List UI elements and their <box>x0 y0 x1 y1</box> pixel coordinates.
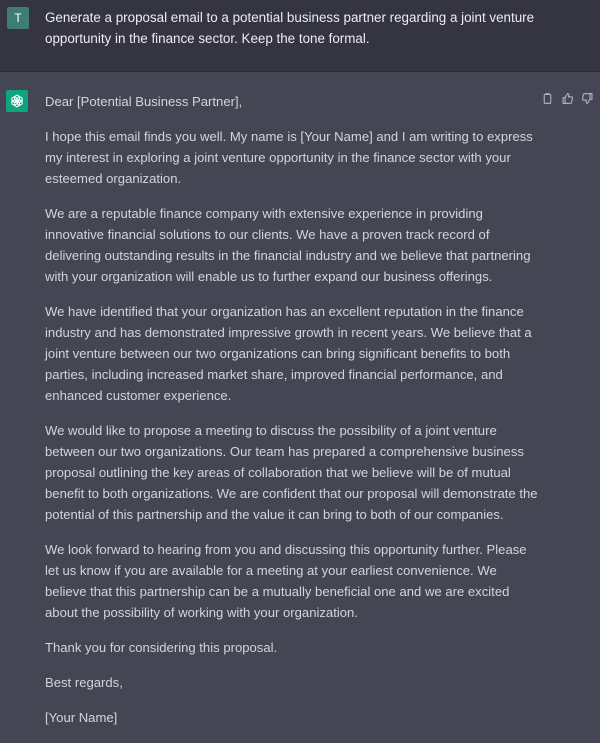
reply-paragraph: We look forward to hearing from you and discussing this opportunity further. Please let us know if you are available for a meeting at your earliest convenience. We believe that this partnership can be a mutually beneficial one and we are excited about the possibility of working with your organization. <box>45 542 527 620</box>
user-avatar: T <box>7 7 29 29</box>
reply-greeting: Dear [Potential Business Partner], <box>45 94 243 109</box>
reply-paragraph: I hope this email finds you well. My name is [Your Name] and I am writing to express my interest in exploring a joint venture opportunity in the finance sector with your esteemed organization. <box>45 129 533 186</box>
thumbs-up-icon[interactable] <box>561 92 574 105</box>
reply-paragraph: Thank you for considering this proposal. <box>45 640 278 655</box>
assistant-reply <box>45 91 540 742</box>
message-actions <box>541 92 594 105</box>
chatgpt-logo-icon <box>6 90 28 112</box>
reply-paragraph: We have identified that your organization has an excellent reputation in the finance industry and has demonstrated impressive growth in recent years. We believe that a joint venture between our two organizations can bring significant benefits to both parties, including increased market share, improved financial performance, and enhanced customer experience. <box>45 304 532 403</box>
assistant-message-turn <box>0 72 600 743</box>
reply-signature: [Your Name] <box>45 710 118 725</box>
reply-signoff: Best regards, <box>45 675 123 690</box>
copy-icon[interactable] <box>541 92 554 105</box>
reply-paragraph: We are a reputable finance company with extensive experience in providing innovative financial solutions to our clients. We have a proven track record of delivering outstanding results in the financial industry and we believe that partnering with your organization will enable us to further expand our business offerings. <box>45 206 531 284</box>
user-prompt-text: Generate a proposal email to a potential business partner regarding a joint venture opportunity in the finance sector. Keep the tone formal. <box>45 10 535 46</box>
reply-paragraph: We would like to propose a meeting to discuss the possibility of a joint venture between our two organizations. Our team has prepared a comprehensive business proposal outlining the key areas of collaboration that we believe will be of mutual benefit to both organizations. We are confident that our proposal will demonstrate the potential of this partnership and the value it can bring to both of our companies. <box>45 423 538 522</box>
thumbs-down-icon[interactable] <box>581 92 594 105</box>
user-message-turn <box>0 0 600 72</box>
